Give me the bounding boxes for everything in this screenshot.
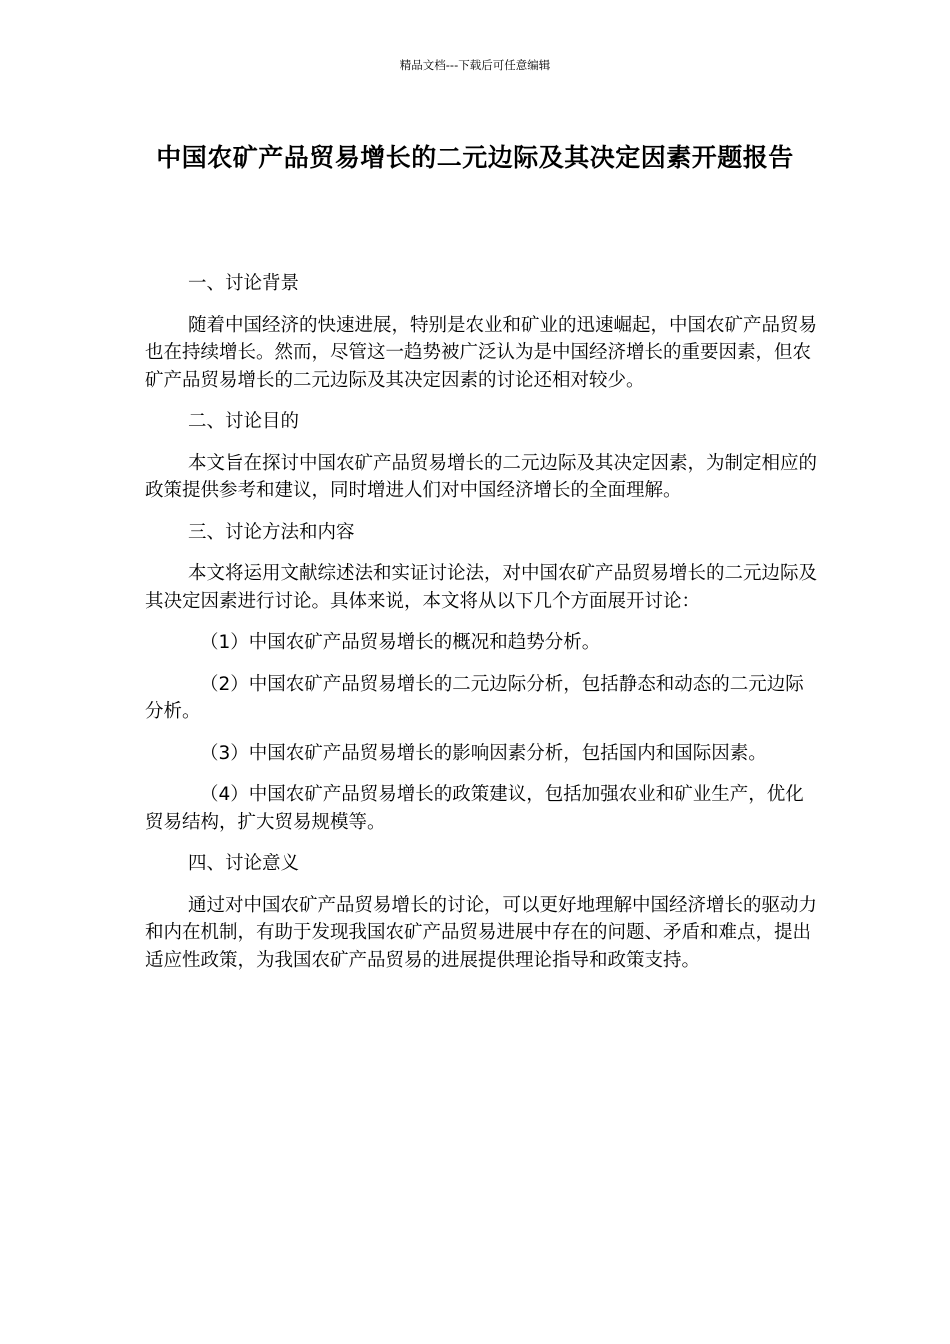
list-item: （3）中国农矿产品贸易增长的影响因素分析，包括国内和国际因素。 <box>200 742 767 764</box>
document-body <box>145 270 817 988</box>
section-heading-significance: 四、讨论意义 <box>188 853 300 874</box>
list-item: （2）中国农矿产品贸易增长的二元边际分析，包括静态和动态的二元边际分析。 <box>145 673 804 722</box>
paragraph-significance: 通过对中国农矿产品贸易增长的讨论，可以更好地理解中国经济增长的驱动力和内在机制，有助于发现我国农矿产品贸易进展中存在的问题、矛盾和难点，提出适应性政策，为我国农矿产品贸易的进展提供理论指导和政策支持。 <box>145 894 818 971</box>
list-item: （1）中国农矿产品贸易增长的概况和趋势分析。 <box>200 632 601 653</box>
section-heading-background: 一、讨论背景 <box>188 273 300 294</box>
paragraph-methods: 本文将运用文献综述法和实证讨论法，对中国农矿产品贸易增长的二元边际及其决定因素进行讨论。具体来说，本文将从以下几个方面展开讨论： <box>145 563 818 612</box>
page-header: 精品文档---下载后可任意编辑 <box>399 58 551 72</box>
list-item: （4）中国农矿产品贸易增长的政策建议，包括加强农业和矿业生产，优化贸易结构，扩大贸易规模等。 <box>145 784 804 833</box>
section-heading-purpose: 二、讨论目的 <box>188 411 300 432</box>
paragraph-background: 随着中国经济的快速进展，特别是农业和矿业的迅速崛起，中国农矿产品贸易也在持续增长。然而，尽管这一趋势被广泛认为是中国经济增长的重要因素，但农矿产品贸易增长的二元边际及其决定因素的讨论还相对较少。 <box>145 314 818 391</box>
section-heading-methods: 三、讨论方法和内容 <box>188 521 355 543</box>
paragraph-purpose: 本文旨在探讨中国农矿产品贸易增长的二元边际及其决定因素，为制定相应的政策提供参考和建议，同时增进人们对中国经济增长的全面理解。 <box>145 452 818 501</box>
document-title: 中国农矿产品贸易增长的二元边际及其决定因素开题报告 <box>156 143 794 172</box>
